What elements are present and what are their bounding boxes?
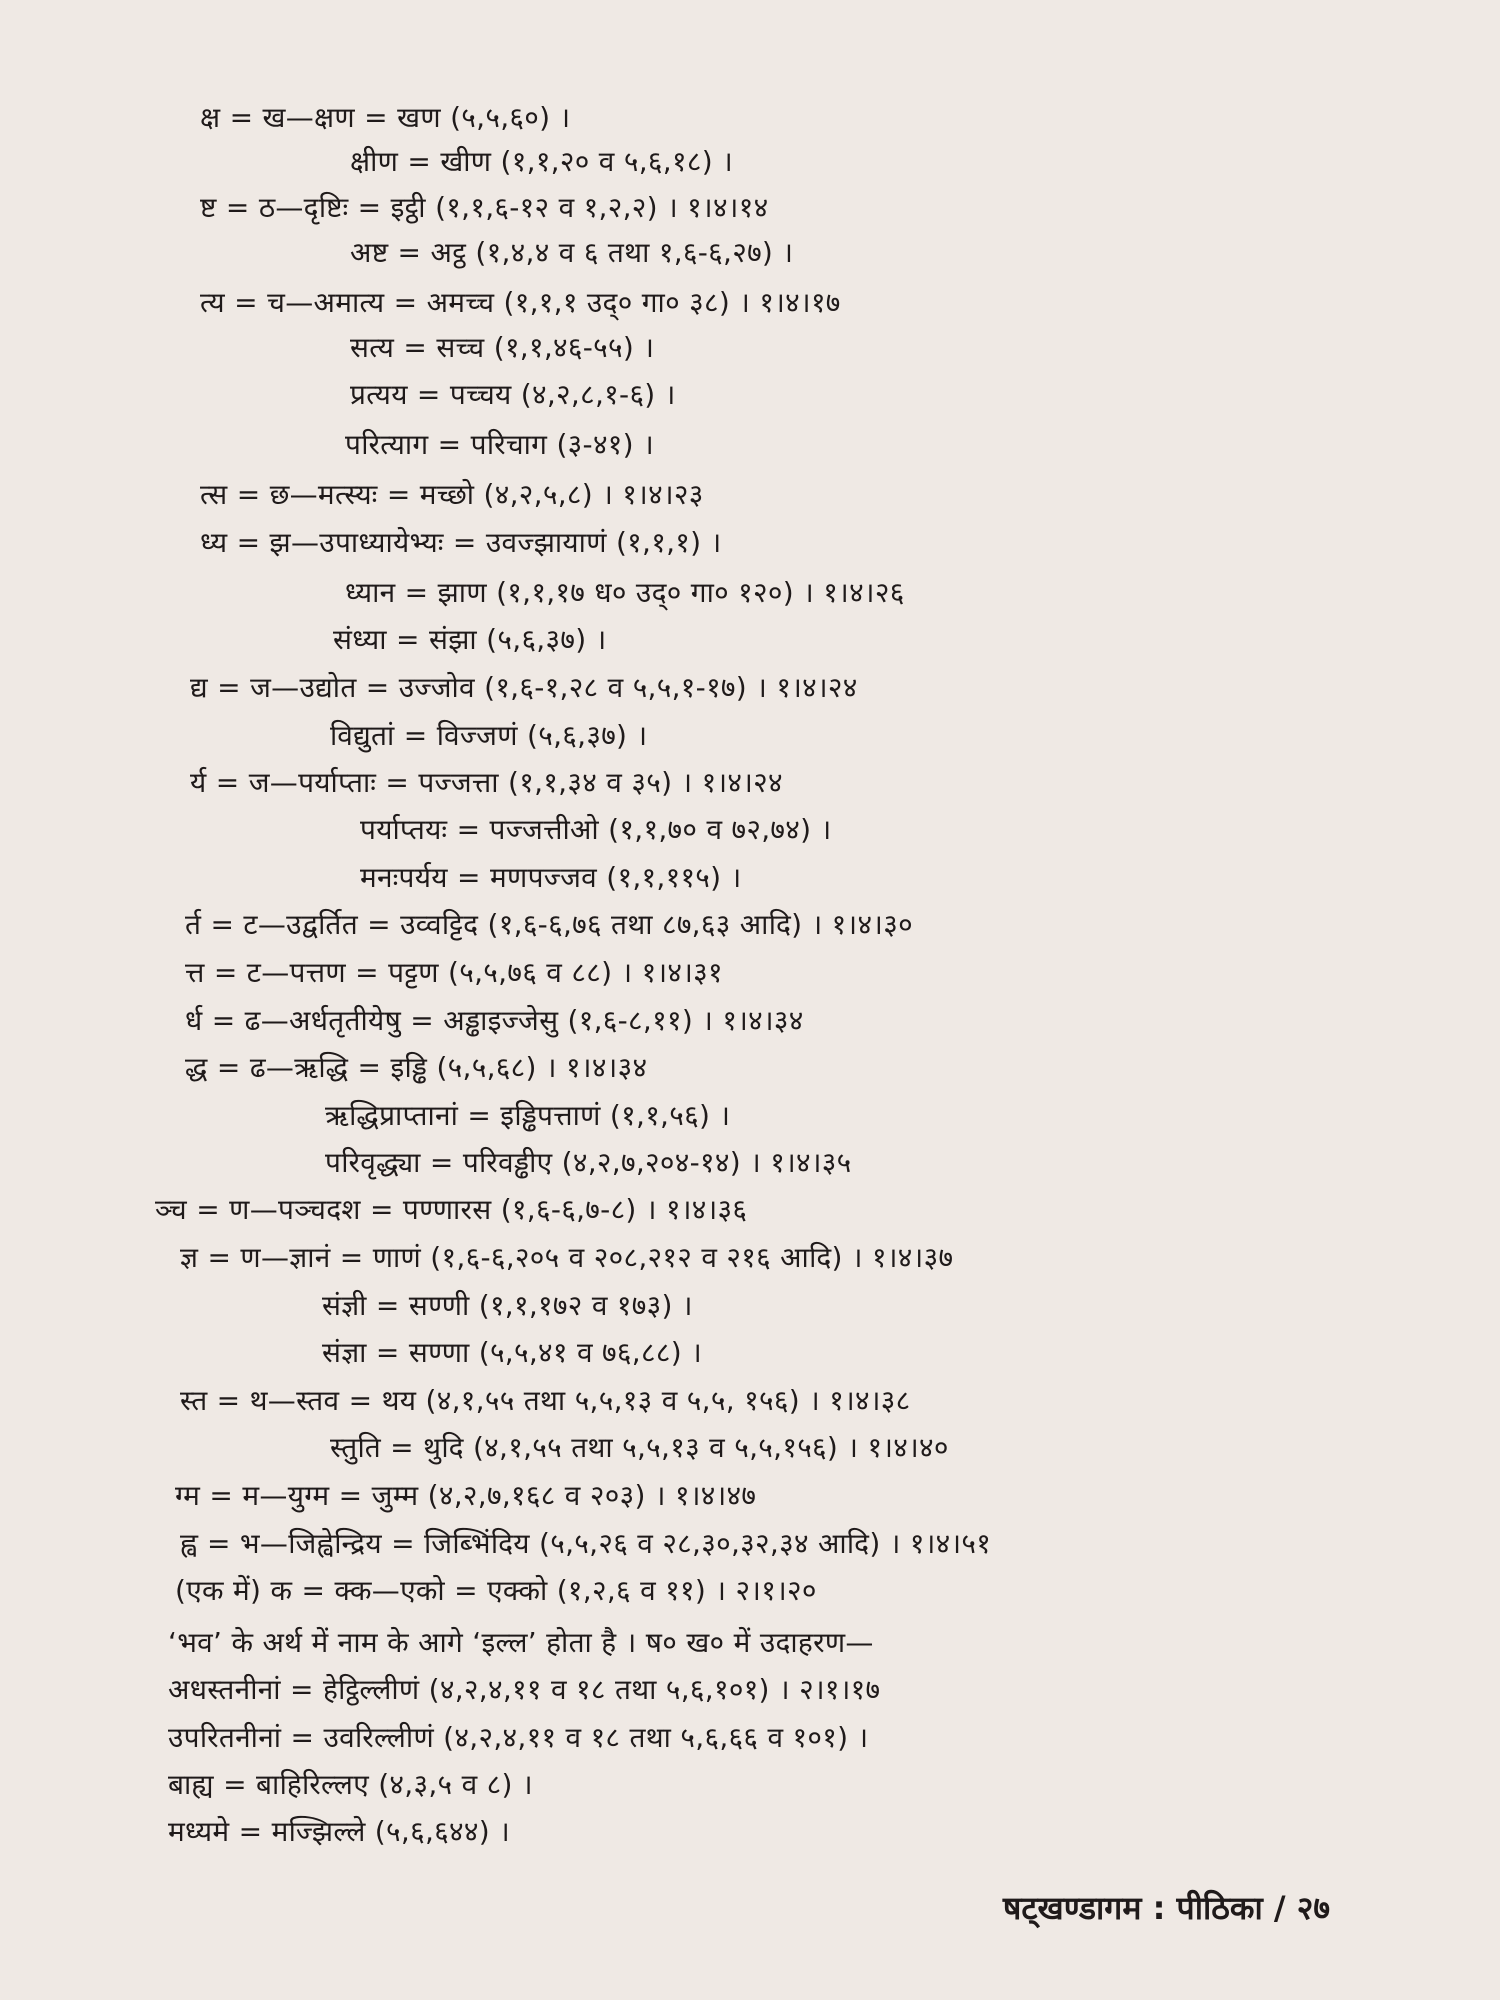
text-line: द्ध = ढ—ऋद्धि = इड्ढि (५,५,६८) । १।४।३४ (185, 1051, 648, 1084)
text-line: स्तुति = थुदि (४,१,५५ तथा ५,५,१३ व ५,५,१५६) । १।४।४० (330, 1431, 949, 1464)
text-line: अधस्तनीनां = हेट्ठिल्लीणं (४,२,४,११ व १८ तथा ५,६,१०१) । २।१।१७ (168, 1673, 881, 1706)
text-line: (एक में) क = क्क—एको = एक्को (१,२,६ व ११) । २।१।२० (175, 1574, 817, 1607)
text-line: ष्ट = ठ—दृष्टिः = इट्ठी (१,१,६-१२ व १,२,२) । १।४।१४ (200, 191, 769, 224)
text-line: ञ्च = ण—पञ्चदश = पण्णारस (१,६-६,७-८) । १।४।३६ (155, 1193, 748, 1226)
text-line: र्य = ज—पर्याप्ताः = पज्जत्ता (१,१,३४ व ३५) । १।४।२४ (190, 766, 783, 799)
page-footer: षट्खण्डागम : पीठिका / २७ (1002, 1889, 1330, 1927)
text-line: संध्या = संझा (५,६,३७) । (333, 623, 607, 656)
text-line: ग्म = म—युग्म = जुम्म (४,२,७,१६८ व २०३) । १।४।४७ (175, 1479, 757, 1512)
text-line: ह्व = भ—जिह्वेन्द्रिय = जिब्भिंदिय (५,५,२६ व २८,३०,३२,३४ आदि) । १।४।५१ (180, 1527, 992, 1560)
text-line: सत्य = सच्च (१,१,४६-५५) । (350, 331, 655, 364)
text-line: ऋद्धिप्राप्तानां = इड्ढिपत्ताणं (१,१,५६) । (325, 1099, 731, 1132)
text-line: ध्यान = झाण (१,१,१७ ध० उद्० गा० १२०) । १।४।२६ (345, 576, 905, 609)
text-line: प्रत्यय = पच्चय (४,२,८,१-६) । (350, 378, 676, 411)
text-line: ध्य = झ—उपाध्यायेभ्यः = उवज्झायाणं (१,१,१) । (200, 526, 722, 559)
text-line: मध्यमे = मज्झिल्ले (५,६,६४४) । (168, 1815, 511, 1848)
text-line: पर्याप्तयः = पज्जत्तीओ (१,१,७० व ७२,७४) । (360, 813, 832, 846)
text-line: संज्ञी = सण्णी (१,१,१७२ व १७३) । (322, 1289, 693, 1322)
text-line: बाह्य = बाहिरिल्लए (४,३,५ व ८) । (168, 1768, 533, 1801)
text-line: र्ध = ढ—अर्धतृतीयेषु = अड्ढाइज्जेसु (१,६-८,११) । १।४।३४ (185, 1004, 804, 1037)
text-line: संज्ञा = सण्णा (५,५,४१ व ७६,८८) । (322, 1336, 703, 1369)
text-line: क्ष = ख—क्षण = खण (५,५,६०) । (200, 101, 571, 134)
text-line: उपरितनीनां = उवरिल्लीणं (४,२,४,११ व १८ तथा ५,६,६६ व १०१) । (168, 1721, 869, 1754)
text-line: ‘भव’ के अर्थ में नाम के आगे ‘इल्ल’ होता है । ष० ख० में उदाहरण— (168, 1626, 874, 1659)
text-line: मनःपर्यय = मणपज्जव (१,१,११५) । (360, 861, 742, 894)
text-line: विद्युतां = विज्जणं (५,६,३७) । (330, 719, 648, 752)
text-line: अष्ट = अट्ठ (१,४,४ व ६ तथा १,६-६,२७) । (350, 236, 794, 269)
text-line: ज्ञ = ण—ज्ञानं = णाणं (१,६-६,२०५ व २०८,२१२ व २१६ आदि) । १।४।३७ (180, 1241, 954, 1274)
text-line: त्त = ट—पत्तण = पट्टण (५,५,७६ व ८८) । १।४।३१ (185, 956, 723, 989)
text-line: स्त = थ—स्तव = थय (४,१,५५ तथा ५,५,१३ व ५,५, १५६) । १।४।३८ (180, 1384, 911, 1417)
text-line: परित्याग = परिचाग (३-४१) । (345, 428, 654, 461)
text-line: त्य = च—अमात्य = अमच्च (१,१,१ उद्० गा० ३८) । १।४।१७ (200, 286, 841, 319)
text-line: परिवृद्ध्या = परिवड्ढीए (४,२,७,२०४-१४) । १।४।३५ (325, 1146, 852, 1179)
text-line: त्स = छ—मत्स्यः = मच्छो (४,२,५,८) । १।४।२३ (200, 478, 704, 511)
text-line: र्त = ट—उद्वर्तित = उव्वट्टिद (१,६-६,७६ तथा ८७,६३ आदि) । १।४।३० (185, 908, 913, 941)
text-line: द्य = ज—उद्योत = उज्जोव (१,६-१,२८ व ५,५,१-१७) । १।४।२४ (190, 671, 858, 704)
text-line: क्षीण = खीण (१,१,२० व ५,६,१८) । (350, 145, 734, 178)
